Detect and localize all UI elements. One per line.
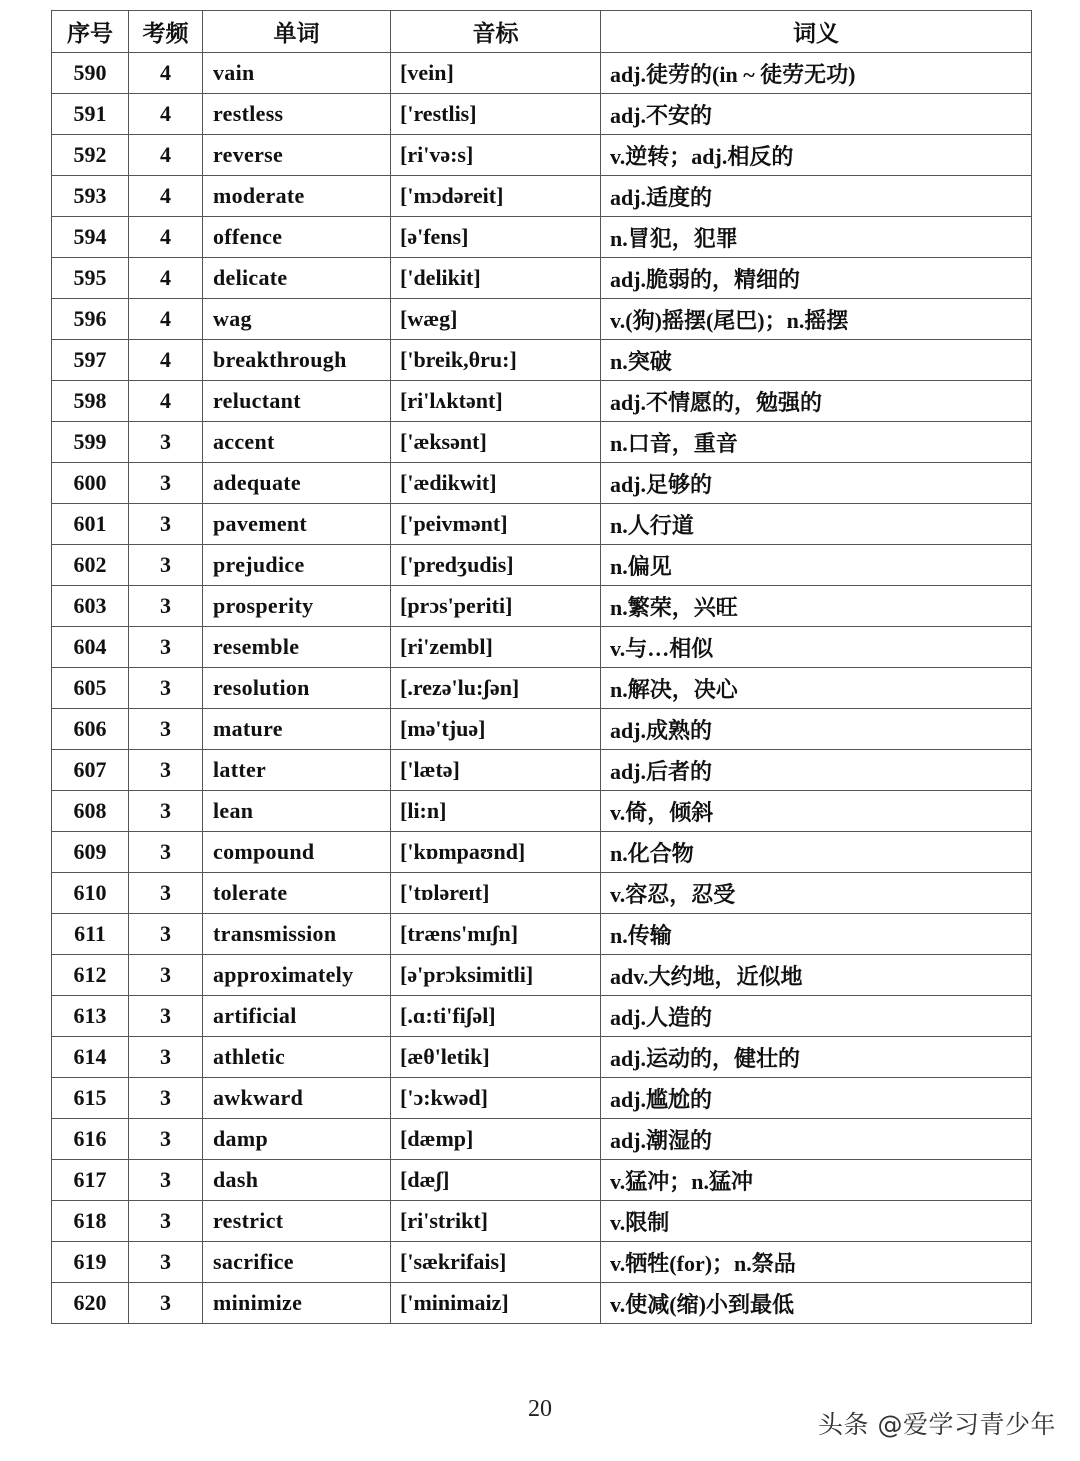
header-word: 单词 <box>203 11 391 53</box>
cell-frequency: 4 <box>129 299 203 340</box>
cell-phonetic: ['kɒmpaʊnd] <box>391 832 601 873</box>
cell-frequency: 4 <box>129 258 203 299</box>
header-definition: 词义 <box>601 11 1032 53</box>
cell-definition: v.与…相似 <box>601 627 1032 668</box>
cell-no: 619 <box>52 1242 129 1283</box>
cell-word: artificial <box>203 996 391 1037</box>
cell-definition: n.偏见 <box>601 545 1032 586</box>
cell-phonetic: [.ɑ:ti'fiʃəl] <box>391 996 601 1037</box>
cell-frequency: 4 <box>129 53 203 94</box>
cell-no: 612 <box>52 955 129 996</box>
cell-no: 608 <box>52 791 129 832</box>
cell-word: reluctant <box>203 381 391 422</box>
cell-no: 605 <box>52 668 129 709</box>
table-row <box>52 668 1032 709</box>
cell-definition: adj.尴尬的 <box>601 1078 1032 1119</box>
cell-frequency: 3 <box>129 504 203 545</box>
cell-no: 606 <box>52 709 129 750</box>
cell-no: 592 <box>52 135 129 176</box>
cell-word: prosperity <box>203 586 391 627</box>
cell-definition: v.限制 <box>601 1201 1032 1242</box>
cell-phonetic: ['æksənt] <box>391 422 601 463</box>
cell-word: resemble <box>203 627 391 668</box>
cell-phonetic: [æθ'letik] <box>391 1037 601 1078</box>
table-row <box>52 1160 1032 1201</box>
cell-word: vain <box>203 53 391 94</box>
cell-definition: adj.成熟的 <box>601 709 1032 750</box>
cell-frequency: 3 <box>129 1037 203 1078</box>
cell-phonetic: [ri'zembl] <box>391 627 601 668</box>
cell-word: latter <box>203 750 391 791</box>
table-row <box>52 627 1032 668</box>
cell-word: mature <box>203 709 391 750</box>
table-row <box>52 586 1032 627</box>
cell-word: awkward <box>203 1078 391 1119</box>
cell-definition: adj.足够的 <box>601 463 1032 504</box>
cell-frequency: 3 <box>129 545 203 586</box>
cell-definition: n.口音，重音 <box>601 422 1032 463</box>
table-row <box>52 1242 1032 1283</box>
cell-definition: adj.适度的 <box>601 176 1032 217</box>
cell-phonetic: [ri'strikt] <box>391 1201 601 1242</box>
table-row <box>52 996 1032 1037</box>
table-row <box>52 545 1032 586</box>
cell-word: lean <box>203 791 391 832</box>
cell-definition: v.使减(缩)小到最低 <box>601 1283 1032 1324</box>
table-header-row <box>52 11 1032 53</box>
cell-no: 595 <box>52 258 129 299</box>
cell-word: tolerate <box>203 873 391 914</box>
cell-phonetic: ['predʒudis] <box>391 545 601 586</box>
cell-frequency: 4 <box>129 176 203 217</box>
table-body <box>52 53 1032 1324</box>
cell-phonetic: [træns'mɪʃn] <box>391 914 601 955</box>
cell-phonetic: [li:n] <box>391 791 601 832</box>
cell-word: athletic <box>203 1037 391 1078</box>
cell-phonetic: ['minimaiz] <box>391 1283 601 1324</box>
cell-word: wag <box>203 299 391 340</box>
cell-word: prejudice <box>203 545 391 586</box>
table-row <box>52 340 1032 381</box>
cell-word: sacrifice <box>203 1242 391 1283</box>
cell-no: 620 <box>52 1283 129 1324</box>
cell-no: 593 <box>52 176 129 217</box>
table-row <box>52 1078 1032 1119</box>
cell-no: 611 <box>52 914 129 955</box>
cell-frequency: 4 <box>129 217 203 258</box>
cell-definition: n.传输 <box>601 914 1032 955</box>
cell-word: damp <box>203 1119 391 1160</box>
cell-phonetic: [.rezə'lu:ʃən] <box>391 668 601 709</box>
cell-definition: adj.不安的 <box>601 94 1032 135</box>
cell-word: accent <box>203 422 391 463</box>
cell-no: 596 <box>52 299 129 340</box>
header-no: 序号 <box>52 11 129 53</box>
cell-phonetic: [mə'tjuə] <box>391 709 601 750</box>
cell-no: 594 <box>52 217 129 258</box>
cell-frequency: 3 <box>129 1078 203 1119</box>
cell-frequency: 3 <box>129 996 203 1037</box>
cell-definition: v.(狗)摇摆(尾巴)；n.摇摆 <box>601 299 1032 340</box>
cell-frequency: 3 <box>129 832 203 873</box>
cell-phonetic: ['breik,θru:] <box>391 340 601 381</box>
cell-frequency: 3 <box>129 1160 203 1201</box>
cell-frequency: 3 <box>129 1201 203 1242</box>
cell-phonetic: ['delikit] <box>391 258 601 299</box>
cell-frequency: 4 <box>129 381 203 422</box>
cell-no: 599 <box>52 422 129 463</box>
cell-no: 614 <box>52 1037 129 1078</box>
header-frequency: 考频 <box>129 11 203 53</box>
cell-definition: n.化合物 <box>601 832 1032 873</box>
table-row <box>52 258 1032 299</box>
cell-no: 603 <box>52 586 129 627</box>
cell-word: dash <box>203 1160 391 1201</box>
table-row <box>52 709 1032 750</box>
cell-definition: n.冒犯，犯罪 <box>601 217 1032 258</box>
cell-phonetic: [ə'prɔksimitli] <box>391 955 601 996</box>
cell-no: 590 <box>52 53 129 94</box>
table-row <box>52 176 1032 217</box>
cell-word: breakthrough <box>203 340 391 381</box>
cell-word: adequate <box>203 463 391 504</box>
table-row <box>52 873 1032 914</box>
cell-phonetic: [vein] <box>391 53 601 94</box>
cell-frequency: 3 <box>129 873 203 914</box>
cell-phonetic: ['restlis] <box>391 94 601 135</box>
cell-phonetic: [ri'və:s] <box>391 135 601 176</box>
cell-frequency: 3 <box>129 422 203 463</box>
cell-no: 597 <box>52 340 129 381</box>
cell-definition: adj.不情愿的，勉强的 <box>601 381 1032 422</box>
cell-definition: n.突破 <box>601 340 1032 381</box>
table-row <box>52 1201 1032 1242</box>
cell-frequency: 3 <box>129 1283 203 1324</box>
vocabulary-table <box>51 10 1032 1324</box>
cell-no: 604 <box>52 627 129 668</box>
cell-phonetic: [wæg] <box>391 299 601 340</box>
cell-no: 607 <box>52 750 129 791</box>
cell-no: 618 <box>52 1201 129 1242</box>
cell-frequency: 3 <box>129 627 203 668</box>
cell-definition: v.逆转；adj.相反的 <box>601 135 1032 176</box>
cell-phonetic: [dæmp] <box>391 1119 601 1160</box>
cell-word: delicate <box>203 258 391 299</box>
cell-no: 591 <box>52 94 129 135</box>
cell-frequency: 3 <box>129 914 203 955</box>
cell-no: 602 <box>52 545 129 586</box>
cell-phonetic: [ri'lʌktənt] <box>391 381 601 422</box>
table-row <box>52 504 1032 545</box>
cell-word: pavement <box>203 504 391 545</box>
cell-word: offence <box>203 217 391 258</box>
cell-frequency: 4 <box>129 340 203 381</box>
cell-frequency: 3 <box>129 709 203 750</box>
table-row <box>52 94 1032 135</box>
table-row <box>52 135 1032 176</box>
cell-phonetic: ['ɔ:kwəd] <box>391 1078 601 1119</box>
cell-definition: adj.后者的 <box>601 750 1032 791</box>
header-phonetic: 音标 <box>391 11 601 53</box>
cell-frequency: 3 <box>129 750 203 791</box>
watermark: 头条 @爱学习青少年 <box>818 1410 1056 1439</box>
table-row <box>52 422 1032 463</box>
cell-no: 615 <box>52 1078 129 1119</box>
cell-frequency: 3 <box>129 1242 203 1283</box>
cell-definition: adj.人造的 <box>601 996 1032 1037</box>
cell-definition: v.猛冲；n.猛冲 <box>601 1160 1032 1201</box>
cell-word: reverse <box>203 135 391 176</box>
table-row <box>52 381 1032 422</box>
table-row <box>52 1283 1032 1324</box>
cell-no: 601 <box>52 504 129 545</box>
cell-definition: n.解决，决心 <box>601 668 1032 709</box>
cell-word: resolution <box>203 668 391 709</box>
cell-frequency: 4 <box>129 135 203 176</box>
cell-phonetic: ['ædikwit] <box>391 463 601 504</box>
cell-definition: n.繁荣，兴旺 <box>601 586 1032 627</box>
cell-frequency: 4 <box>129 94 203 135</box>
table-row <box>52 1037 1032 1078</box>
cell-frequency: 3 <box>129 463 203 504</box>
cell-word: restless <box>203 94 391 135</box>
cell-word: approximately <box>203 955 391 996</box>
cell-definition: v.倚，倾斜 <box>601 791 1032 832</box>
table-row <box>52 832 1032 873</box>
cell-no: 617 <box>52 1160 129 1201</box>
cell-phonetic: [ə'fens] <box>391 217 601 258</box>
table-row <box>52 1119 1032 1160</box>
cell-phonetic: [dæʃ] <box>391 1160 601 1201</box>
cell-word: minimize <box>203 1283 391 1324</box>
cell-phonetic: ['sækrifais] <box>391 1242 601 1283</box>
cell-definition: adj.潮湿的 <box>601 1119 1032 1160</box>
cell-phonetic: ['mɔdəreit] <box>391 176 601 217</box>
cell-phonetic: [prɔs'periti] <box>391 586 601 627</box>
cell-definition: v.容忍，忍受 <box>601 873 1032 914</box>
cell-frequency: 3 <box>129 668 203 709</box>
cell-definition: n.人行道 <box>601 504 1032 545</box>
cell-definition: v.牺牲(for)；n.祭品 <box>601 1242 1032 1283</box>
table-row <box>52 217 1032 258</box>
table-row <box>52 914 1032 955</box>
cell-no: 609 <box>52 832 129 873</box>
cell-word: compound <box>203 832 391 873</box>
cell-frequency: 3 <box>129 586 203 627</box>
table-row <box>52 463 1032 504</box>
cell-no: 610 <box>52 873 129 914</box>
cell-no: 598 <box>52 381 129 422</box>
cell-definition: adj.徒劳的(in ~ 徒劳无功) <box>601 53 1032 94</box>
cell-frequency: 3 <box>129 791 203 832</box>
table-row <box>52 955 1032 996</box>
table-row <box>52 750 1032 791</box>
cell-no: 613 <box>52 996 129 1037</box>
cell-word: transmission <box>203 914 391 955</box>
cell-definition: adj.运动的，健壮的 <box>601 1037 1032 1078</box>
table-row <box>52 53 1032 94</box>
cell-no: 600 <box>52 463 129 504</box>
cell-definition: adj.脆弱的，精细的 <box>601 258 1032 299</box>
table-row <box>52 791 1032 832</box>
table-row <box>52 299 1032 340</box>
cell-word: restrict <box>203 1201 391 1242</box>
cell-phonetic: ['peivmənt] <box>391 504 601 545</box>
cell-definition: adv.大约地，近似地 <box>601 955 1032 996</box>
cell-no: 616 <box>52 1119 129 1160</box>
cell-frequency: 3 <box>129 1119 203 1160</box>
cell-frequency: 3 <box>129 955 203 996</box>
cell-phonetic: ['lætə] <box>391 750 601 791</box>
page-number: 20 <box>528 1396 552 1422</box>
cell-word: moderate <box>203 176 391 217</box>
cell-phonetic: ['tɒləreɪt] <box>391 873 601 914</box>
